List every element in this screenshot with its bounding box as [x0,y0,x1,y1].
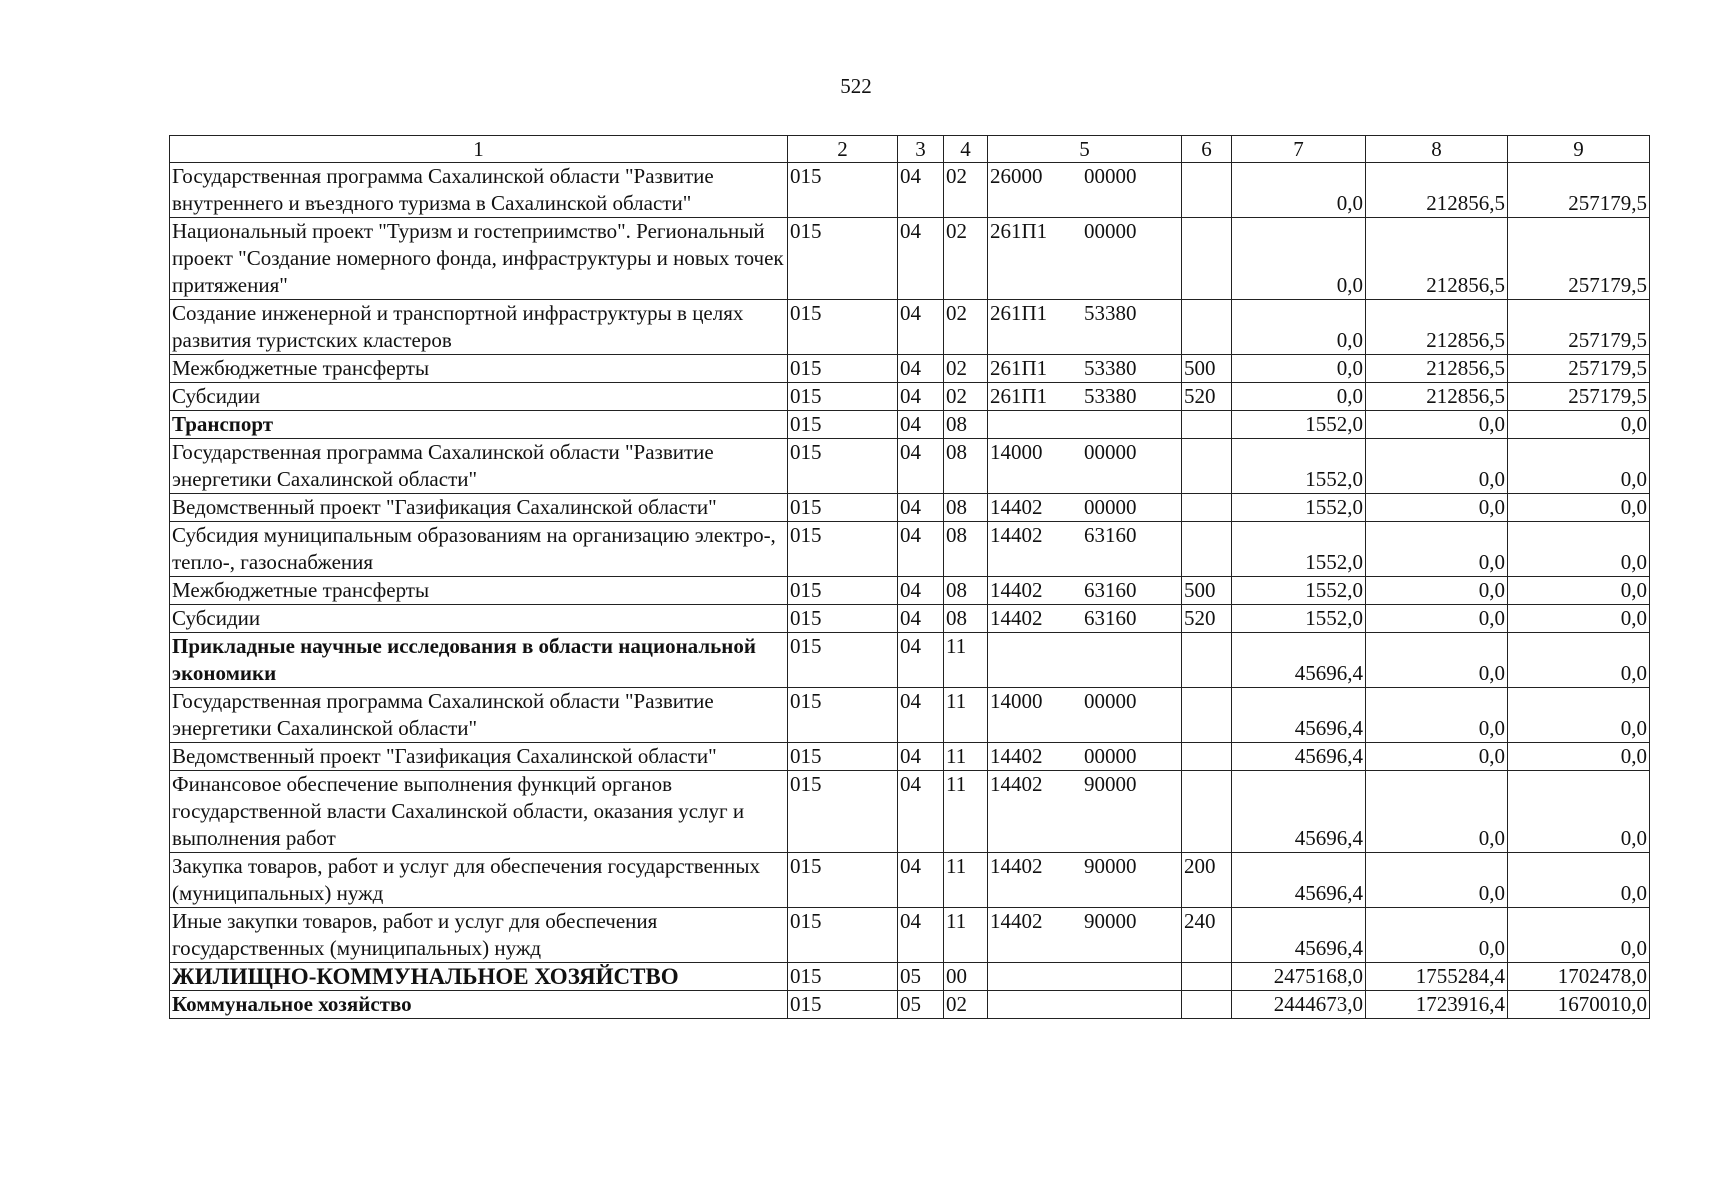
row-expense-type [1182,300,1232,355]
row-amount-col9: 0,0 [1508,605,1650,633]
row-amount-col9: 257179,5 [1508,300,1650,355]
row-amount-col7: 0,0 [1232,163,1366,218]
table-row [170,300,1650,355]
row-amount-col8: 0,0 [1366,688,1508,743]
row-subsection-code: 02 [944,163,988,218]
row-subsection-code: 11 [944,908,988,963]
row-admin-code: 015 [788,743,898,771]
row-admin-code: 015 [788,853,898,908]
row-amount-col9: 0,0 [1508,771,1650,853]
table-row [170,522,1650,577]
row-amount-col9: 0,0 [1508,411,1650,439]
row-subsection-code: 02 [944,355,988,383]
row-target-article-direction: 90000 [1084,772,1137,796]
row-name: Ведомственный проект "Газификация Сахалинской области" [170,743,788,771]
row-name: Финансовое обеспечение выполнения функций органов государственной власти Сахалинской области, оказания услуг и выполнения работ [170,771,788,853]
row-section-code: 04 [898,383,944,411]
row-amount-col8: 1723916,4 [1366,991,1508,1019]
row-amount-col8: 212856,5 [1366,383,1508,411]
row-target-article-program: 14000 [990,689,1043,713]
row-expense-type: 240 [1182,908,1232,963]
row-amount-col8: 0,0 [1366,743,1508,771]
row-amount-col8: 212856,5 [1366,300,1508,355]
row-amount-col8: 0,0 [1366,439,1508,494]
row-section-code: 04 [898,577,944,605]
row-amount-col9: 0,0 [1508,743,1650,771]
row-amount-col9: 257179,5 [1508,218,1650,300]
row-amount-col7: 1552,0 [1232,494,1366,522]
row-admin-code: 015 [788,688,898,743]
row-expense-type [1182,411,1232,439]
table-row [170,853,1650,908]
row-expense-type [1182,439,1232,494]
row-amount-col7: 0,0 [1232,300,1366,355]
header-col-6: 6 [1182,136,1232,163]
row-amount-col9: 0,0 [1508,439,1650,494]
row-name: Межбюджетные трансферты [170,577,788,605]
row-target-article [988,218,1182,300]
row-target-article-direction: 53380 [1084,301,1137,325]
row-section-code: 04 [898,688,944,743]
row-amount-col9: 0,0 [1508,577,1650,605]
row-target-article-direction: 90000 [1084,909,1137,933]
row-amount-col7: 2475168,0 [1232,963,1366,991]
row-amount-col7: 45696,4 [1232,908,1366,963]
row-target-article [988,494,1182,522]
row-expense-type: 520 [1182,383,1232,411]
row-name: Субсидии [170,383,788,411]
row-expense-type: 500 [1182,577,1232,605]
row-amount-col7: 1552,0 [1232,411,1366,439]
row-subsection-code: 11 [944,743,988,771]
row-subsection-code: 02 [944,300,988,355]
row-name: Создание инженерной и транспортной инфраструктуры в целях развития туристских кластеров [170,300,788,355]
row-expense-type [1182,771,1232,853]
row-amount-col9: 0,0 [1508,633,1650,688]
row-target-article [988,963,1182,991]
row-section-code: 04 [898,908,944,963]
row-amount-col7: 1552,0 [1232,577,1366,605]
row-amount-col9: 0,0 [1508,688,1650,743]
row-amount-col8: 0,0 [1366,771,1508,853]
row-amount-col9: 0,0 [1508,522,1650,577]
row-target-article [988,743,1182,771]
row-amount-col8: 0,0 [1366,605,1508,633]
row-amount-col8: 0,0 [1366,908,1508,963]
row-amount-col7: 0,0 [1232,355,1366,383]
page-number: 522 [840,74,872,98]
row-admin-code: 015 [788,771,898,853]
row-name: ЖИЛИЩНО-КОММУНАЛЬНОЕ ХОЗЯЙСТВО [170,963,788,991]
row-target-article [988,439,1182,494]
row-section-code: 04 [898,853,944,908]
row-section-code: 04 [898,411,944,439]
row-amount-col7: 0,0 [1232,383,1366,411]
row-name: Субсидии [170,605,788,633]
row-amount-col8: 0,0 [1366,853,1508,908]
row-target-article-program: 261П1 [990,219,1048,243]
row-subsection-code: 11 [944,771,988,853]
table-row [170,439,1650,494]
row-target-article-program: 14402 [990,523,1043,547]
row-subsection-code: 02 [944,218,988,300]
row-admin-code: 015 [788,218,898,300]
row-amount-col8: 0,0 [1366,577,1508,605]
budget-table [169,135,1650,1019]
row-target-article [988,577,1182,605]
row-amount-col7: 45696,4 [1232,771,1366,853]
row-target-article [988,300,1182,355]
row-name: Государственная программа Сахалинской области "Развитие энергетики Сахалинской области" [170,439,788,494]
table-row [170,908,1650,963]
header-col-7: 7 [1232,136,1366,163]
row-target-article-direction: 00000 [1084,689,1137,713]
table-row [170,383,1650,411]
row-target-article-program: 26000 [990,164,1043,188]
row-name: Транспорт [170,411,788,439]
row-section-code: 04 [898,163,944,218]
row-section-code: 04 [898,439,944,494]
row-expense-type: 200 [1182,853,1232,908]
row-amount-col7: 0,0 [1232,218,1366,300]
row-target-article [988,771,1182,853]
row-name: Национальный проект "Туризм и гостеприимство". Региональный проект "Создание номерного фонда, инфраструктуры и новых точек притяжения" [170,218,788,300]
row-admin-code: 015 [788,383,898,411]
row-amount-col8: 0,0 [1366,633,1508,688]
table-row [170,577,1650,605]
row-target-article-direction: 00000 [1084,219,1137,243]
table-row [170,743,1650,771]
row-expense-type [1182,218,1232,300]
header-col-9: 9 [1508,136,1650,163]
row-name: Закупка товаров, работ и услуг для обеспечения государственных (муниципальных) нужд [170,853,788,908]
row-amount-col8: 212856,5 [1366,355,1508,383]
row-admin-code: 015 [788,163,898,218]
row-amount-col9: 0,0 [1508,853,1650,908]
row-name: Государственная программа Сахалинской области "Развитие энергетики Сахалинской области" [170,688,788,743]
row-amount-col7: 2444673,0 [1232,991,1366,1019]
row-amount-col9: 257179,5 [1508,355,1650,383]
header-col-4: 4 [944,136,988,163]
row-target-article [988,688,1182,743]
row-target-article-program: 14402 [990,772,1043,796]
row-target-article [988,633,1182,688]
row-admin-code: 015 [788,494,898,522]
row-name: Межбюджетные трансферты [170,355,788,383]
row-expense-type [1182,163,1232,218]
row-amount-col7: 45696,4 [1232,633,1366,688]
header-col-2: 2 [788,136,898,163]
row-section-code: 04 [898,743,944,771]
row-target-article-program: 14402 [990,854,1043,878]
row-target-article-direction: 53380 [1084,384,1137,408]
table-row [170,218,1650,300]
row-section-code: 04 [898,494,944,522]
row-admin-code: 015 [788,355,898,383]
row-target-article-program: 14402 [990,578,1043,602]
header-col-1: 1 [170,136,788,163]
row-target-article-direction: 63160 [1084,578,1137,602]
row-subsection-code: 02 [944,383,988,411]
row-expense-type [1182,522,1232,577]
row-target-article-program: 14000 [990,440,1043,464]
row-admin-code: 015 [788,963,898,991]
table-row [170,963,1650,991]
row-target-article-direction: 63160 [1084,606,1137,630]
row-subsection-code: 11 [944,853,988,908]
row-amount-col9: 257179,5 [1508,163,1650,218]
row-subsection-code: 08 [944,605,988,633]
row-target-article [988,411,1182,439]
row-target-article-direction: 00000 [1084,744,1137,768]
row-amount-col8: 0,0 [1366,494,1508,522]
table-row [170,771,1650,853]
row-amount-col8: 1755284,4 [1366,963,1508,991]
row-target-article-direction: 00000 [1084,440,1137,464]
row-amount-col7: 1552,0 [1232,522,1366,577]
row-subsection-code: 08 [944,494,988,522]
row-name: Коммунальное хозяйство [170,991,788,1019]
row-target-article-program: 261П1 [990,301,1048,325]
row-target-article-direction: 00000 [1084,495,1137,519]
row-target-article-program: 14402 [990,909,1043,933]
row-amount-col9: 257179,5 [1508,383,1650,411]
row-name: Государственная программа Сахалинской области "Развитие внутреннего и въездного туризма в Сахалинской области" [170,163,788,218]
row-amount-col8: 0,0 [1366,411,1508,439]
header-col-5: 5 [988,136,1182,163]
row-amount-col7: 45696,4 [1232,853,1366,908]
row-expense-type [1182,991,1232,1019]
row-admin-code: 015 [788,991,898,1019]
row-subsection-code: 08 [944,439,988,494]
row-target-article [988,605,1182,633]
table-row [170,633,1650,688]
row-admin-code: 015 [788,577,898,605]
row-target-article-direction: 90000 [1084,854,1137,878]
table-row [170,688,1650,743]
header-row [170,136,1650,163]
table-row [170,163,1650,218]
row-subsection-code: 08 [944,522,988,577]
row-amount-col7: 1552,0 [1232,439,1366,494]
row-amount-col7: 45696,4 [1232,743,1366,771]
table-row [170,605,1650,633]
row-target-article [988,163,1182,218]
row-amount-col9: 0,0 [1508,494,1650,522]
row-target-article [988,853,1182,908]
row-expense-type [1182,633,1232,688]
row-name: Прикладные научные исследования в области национальной экономики [170,633,788,688]
row-subsection-code: 08 [944,577,988,605]
row-section-code: 04 [898,771,944,853]
table-row [170,494,1650,522]
row-subsection-code: 00 [944,963,988,991]
row-amount-col8: 0,0 [1366,522,1508,577]
row-expense-type [1182,743,1232,771]
row-target-article [988,383,1182,411]
row-amount-col9: 0,0 [1508,908,1650,963]
row-target-article-program: 14402 [990,744,1043,768]
row-name: Иные закупки товаров, работ и услуг для обеспечения государственных (муниципальных) нужд [170,908,788,963]
row-target-article-program: 261П1 [990,384,1048,408]
row-section-code: 04 [898,522,944,577]
row-expense-type [1182,688,1232,743]
row-section-code: 04 [898,355,944,383]
row-amount-col7: 1552,0 [1232,605,1366,633]
row-subsection-code: 11 [944,633,988,688]
row-target-article [988,522,1182,577]
row-amount-col9: 1670010,0 [1508,991,1650,1019]
row-section-code: 05 [898,991,944,1019]
row-expense-type [1182,494,1232,522]
table-row [170,355,1650,383]
row-section-code: 05 [898,963,944,991]
row-section-code: 04 [898,633,944,688]
row-target-article-direction: 00000 [1084,164,1137,188]
row-section-code: 04 [898,605,944,633]
row-target-article [988,908,1182,963]
row-target-article-program: 14402 [990,495,1043,519]
row-admin-code: 015 [788,300,898,355]
table-row [170,991,1650,1019]
row-expense-type [1182,963,1232,991]
row-admin-code: 015 [788,633,898,688]
row-subsection-code: 08 [944,411,988,439]
row-amount-col8: 212856,5 [1366,218,1508,300]
row-subsection-code: 02 [944,991,988,1019]
row-amount-col9: 1702478,0 [1508,963,1650,991]
row-amount-col8: 212856,5 [1366,163,1508,218]
table-row [170,411,1650,439]
row-subsection-code: 11 [944,688,988,743]
row-expense-type: 500 [1182,355,1232,383]
row-admin-code: 015 [788,908,898,963]
header-col-3: 3 [898,136,944,163]
row-admin-code: 015 [788,522,898,577]
row-target-article [988,991,1182,1019]
row-admin-code: 015 [788,439,898,494]
row-target-article [988,355,1182,383]
row-admin-code: 015 [788,411,898,439]
row-amount-col7: 45696,4 [1232,688,1366,743]
row-section-code: 04 [898,218,944,300]
row-admin-code: 015 [788,605,898,633]
header-col-8: 8 [1366,136,1508,163]
row-section-code: 04 [898,300,944,355]
row-target-article-direction: 63160 [1084,523,1137,547]
row-target-article-program: 261П1 [990,356,1048,380]
row-target-article-program: 14402 [990,606,1043,630]
row-name: Ведомственный проект "Газификация Сахалинской области" [170,494,788,522]
row-expense-type: 520 [1182,605,1232,633]
row-target-article-direction: 53380 [1084,356,1137,380]
row-name: Субсидия муниципальным образованиям на организацию электро-, тепло-, газоснабжения [170,522,788,577]
